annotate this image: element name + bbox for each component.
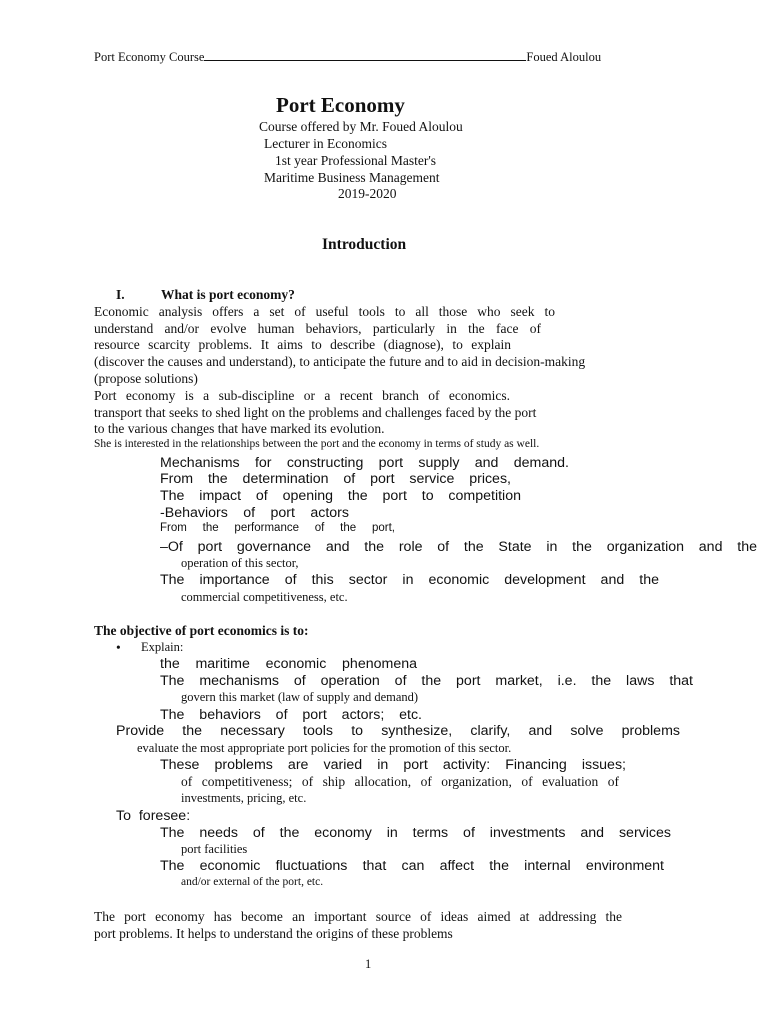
list-item-continuation: govern this market (law of supply and demand) [181,690,419,704]
list-item-continuation: and/or external of the port, etc. [181,876,324,888]
header-author: Foued Aloulou [526,50,602,64]
list-item: –Of port governance and the role of the State in the organization and the [160,539,757,555]
program-name: Maritime Business Management [264,170,440,185]
lecturer-title: Lecturer in Economics [264,136,387,151]
paragraph-line: transport that seeks to shed light on the problems and challenges faced by the port [94,405,537,420]
list-item: From the performance of the port, [160,522,395,534]
document-title: Port Economy [276,93,405,117]
list-item: The importance of this sector in economic development and the [160,572,659,588]
section-number: I. [116,287,125,302]
list-item-continuation: port facilities [181,842,248,856]
list-item: These problems are varied in port activity: Financing issues; [160,757,626,773]
list-item-continuation: investments, pricing, etc. [181,791,307,805]
paragraph-line: understand and/or evolve human behaviors, particularly in the face of [94,321,541,336]
list-item: From the determination of port service prices, [160,471,511,487]
list-item: Mechanisms for constructing port supply and demand. [160,455,569,471]
objective-heading: The objective of port economics is to: [94,623,309,638]
program-year: 1st year Professional Master's [275,153,437,168]
list-item: -Behaviors of port actors [160,505,349,521]
course-offered-by: Course offered by Mr. Foued Aloulou [259,119,463,134]
section-title: What is port economy? [161,287,295,302]
paragraph-line: resource scarcity problems. It aims to describe (diagnose), to explain [94,337,511,352]
provide-continuation: evaluate the most appropriate port policies for the promotion of this sector. [137,741,512,755]
introduction-heading: Introduction [322,236,407,253]
list-item: The behaviors of port actors; etc. [160,707,422,723]
paragraph-line: Port economy is a sub-discipline or a recent branch of economics. [94,388,510,403]
explain-label: Explain: [141,640,184,654]
page-number: 1 [365,957,372,971]
list-item: The economic fluctuations that can affect the internal environment [160,858,664,874]
provide-line: Provide the necessary tools to synthesize, clarify, and solve problems [116,723,680,739]
paragraph-line: to the various changes that have marked its evolution. [94,421,385,436]
academic-year: 2019-2020 [338,186,397,201]
bullet-marker: • [116,640,121,655]
list-item: the maritime economic phenomena [160,656,417,672]
list-item: The impact of opening the port to competition [160,488,521,504]
paragraph-line: She is interested in the relationships between the port and the economy in terms of study as well. [94,438,540,450]
paragraph-line: (propose solutions) [94,371,198,386]
foresee-label: To foresee: [116,808,191,824]
list-item-continuation: of competitiveness; of ship allocation, of organization, of evaluation of [181,774,619,789]
list-item: The mechanisms of operation of the port market, i.e. the laws that [160,673,693,689]
paragraph-line: (discover the causes and understand), to anticipate the future and to aid in decision-making [94,354,586,369]
page-header [94,50,601,65]
list-item-continuation: operation of this sector, [181,556,299,570]
closing-line: The port economy has become an important source of ideas aimed at addressing the [94,909,622,924]
list-item-continuation: commercial competitiveness, etc. [181,590,348,604]
closing-line: port problems. It helps to understand the origins of these problems [94,926,453,941]
header-rule [204,50,526,61]
header-course-name: Port Economy Course [94,50,205,64]
paragraph-line: Economic analysis offers a set of useful tools to all those who seek to [94,304,555,319]
list-item: The needs of the economy in terms of investments and services [160,825,671,841]
